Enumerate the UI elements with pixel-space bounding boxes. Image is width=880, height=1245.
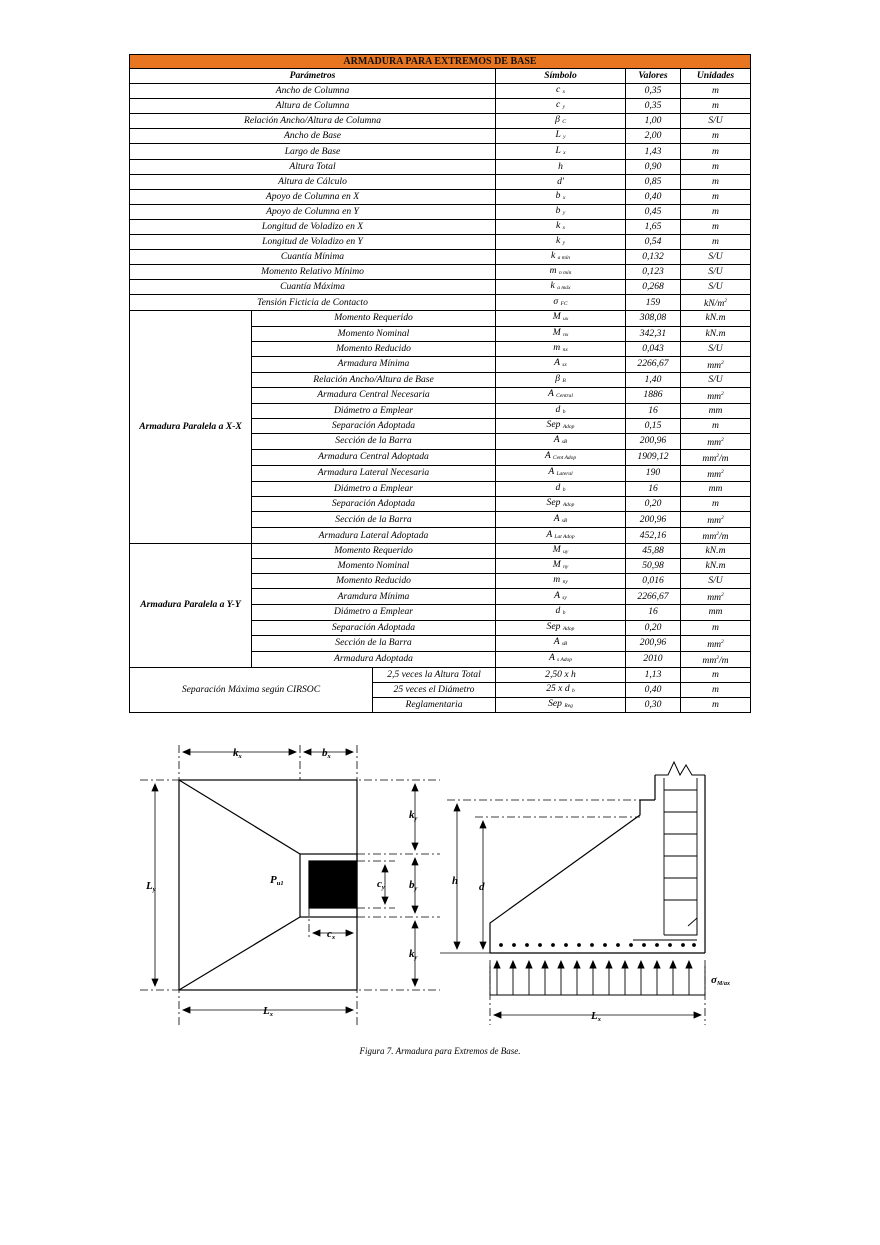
parameter-cell: Altura de Cálculo <box>130 174 496 189</box>
section-view <box>440 762 705 1025</box>
symbol-text: k <box>550 250 556 262</box>
unit-text: mm <box>702 654 717 666</box>
symbol-text: m <box>553 341 561 353</box>
parameter-cell: Diámetro a Emplear <box>252 403 496 418</box>
unit-text: mm <box>707 592 722 604</box>
symbol-text: 2,50 x h <box>545 668 576 680</box>
symbol-subscript: Lateral <box>556 471 573 478</box>
symbol-subscript: nx <box>562 346 568 353</box>
label-ly: Ly <box>146 880 156 893</box>
parameter-cell: Momento Reducido <box>252 574 496 589</box>
symbol-subscript: y <box>563 134 566 141</box>
parameter-cell: Armadura Adoptada <box>252 651 496 667</box>
parameter-cell: Ancho de Columna <box>130 84 496 99</box>
label-sigma: σM/ax <box>711 974 730 987</box>
symbol-subscript: b <box>572 687 575 694</box>
parameter-cell: Momento Reducido <box>252 341 496 356</box>
unit-text: m <box>712 100 719 112</box>
label-cx: cx <box>327 928 336 941</box>
header-parameters: Parámetros <box>130 69 496 84</box>
symbol-text: Sep <box>546 418 561 430</box>
symbol-subscript: s Adop <box>557 657 573 664</box>
symbol-text: k <box>550 280 555 292</box>
symbol-subscript: y <box>562 209 566 216</box>
label-by: by <box>409 879 418 892</box>
value-cell: 1,65 <box>626 219 681 234</box>
figure-caption: Figura 7. Armadura para Extremos de Base. <box>359 1046 521 1056</box>
symbol-subscript: Cent Adop <box>552 455 577 462</box>
value-cell: 2266,67 <box>626 589 681 605</box>
symbol-subscript: uy <box>563 549 569 556</box>
value-cell: 308,08 <box>626 311 681 326</box>
symbol-text: c <box>555 84 561 96</box>
value-cell: 0,85 <box>626 174 681 189</box>
symbol-subscript: sx <box>562 362 567 369</box>
symbol-subscript: y <box>562 240 566 247</box>
parameter-cell: Cuantía Máxima <box>130 280 496 295</box>
symbol-subscript: Lat Adop <box>554 533 575 540</box>
table-title: ARMADURA PARA EXTREMOS DE BASE <box>130 55 751 69</box>
value-cell: 1,40 <box>626 372 681 387</box>
symbol-subscript: Adop <box>562 502 575 509</box>
symbol-text: 25 x d <box>546 682 570 694</box>
parameter-cell: Longitud de Voladizo en Y <box>130 235 496 250</box>
symbol-text: A <box>548 388 554 400</box>
symbol-text: d' <box>557 175 564 187</box>
center-lines <box>140 745 440 1025</box>
group-x-label: Armadura Paralela a X-X <box>130 311 252 544</box>
break-line <box>655 762 705 775</box>
unit-text: kN.m <box>705 545 726 557</box>
unit-text: m <box>712 160 719 172</box>
symbol-text: M <box>552 559 561 571</box>
unit-suffix: /m <box>719 452 729 464</box>
value-cell: 1909,12 <box>626 449 681 465</box>
section-labels <box>452 875 730 1023</box>
unit-suffix: /m <box>719 654 729 666</box>
parameter-cell: 25 veces el Diámetro <box>373 682 496 697</box>
symbol-subscript: Reg <box>564 702 573 709</box>
unit-text: S/U <box>708 575 723 587</box>
slope-line-bottom <box>179 917 300 990</box>
symbol-text: b <box>555 189 561 201</box>
unit-text: m <box>712 220 719 232</box>
unit-text: mm <box>707 515 722 527</box>
unit-superscript: 2 <box>724 298 728 305</box>
symbol-subscript: y <box>562 104 566 111</box>
label-lx: Lx <box>263 1005 273 1018</box>
label-ky-top: ky <box>409 809 418 822</box>
parameter-cell: Momento Nominal <box>252 326 496 341</box>
unit-superscript: 2 <box>721 515 724 522</box>
unit-text: kN.m <box>705 560 726 572</box>
symbol-text: β <box>555 114 560 126</box>
unit-text: S/U <box>708 342 723 354</box>
unit-text: S/U <box>708 115 723 127</box>
unit-superscript: 2 <box>721 638 724 645</box>
parameter-cell: Altura Total <box>130 159 496 174</box>
parameter-cell: Momento Nominal <box>252 559 496 574</box>
unit-text: mm <box>707 638 722 650</box>
parameter-cell: Momento Relativo Mínimo <box>130 265 496 280</box>
symbol-text: A <box>554 357 560 369</box>
symbol-text: Sep <box>546 497 561 509</box>
symbol-subscript: Adop <box>562 423 575 430</box>
unit-text: m <box>712 621 719 633</box>
unit-text: m <box>712 683 719 695</box>
label-kx: kx <box>233 747 242 760</box>
symbol-text: A <box>553 512 560 524</box>
unit-text: mm <box>702 452 717 464</box>
separation-group-label: Separación Máxima según CIRSOC <box>130 667 373 712</box>
unit-text: mm <box>708 483 723 495</box>
value-cell: 50,98 <box>626 559 681 574</box>
symbol-subscript: x <box>562 89 566 96</box>
unit-superscript: 2 <box>716 531 720 538</box>
value-cell: 1,00 <box>626 114 681 129</box>
parameter-cell: Separación Adoptada <box>252 418 496 433</box>
symbol-text: M <box>552 326 561 338</box>
symbol-subscript: sy <box>562 594 567 601</box>
header-symbol: Símbolo <box>496 69 626 84</box>
unit-text: m <box>712 130 719 142</box>
symbol-text: Sep <box>548 697 562 709</box>
label-ky-bottom: ky <box>409 948 418 961</box>
unit-text: m <box>712 145 719 157</box>
unit-text: m <box>712 698 719 710</box>
value-cell: 45,88 <box>626 544 681 559</box>
unit-text: mm <box>707 436 722 448</box>
unit-superscript: 2 <box>721 359 724 366</box>
value-cell: 0,20 <box>626 497 681 512</box>
symbol-subscript: b <box>562 408 566 415</box>
value-cell: 16 <box>626 403 681 418</box>
symbol-text: d <box>555 605 561 617</box>
parameter-cell: Relación Ancho/Altura de Columna <box>130 114 496 129</box>
symbol-subscript: x <box>563 149 566 156</box>
value-cell: 0,40 <box>626 189 681 204</box>
unit-text: S/U <box>708 266 723 278</box>
value-cell: 452,16 <box>626 528 681 544</box>
label-pu1: Pu1 <box>270 874 284 887</box>
symbol-subscript: a mín <box>557 255 571 262</box>
symbol-text: d <box>555 403 561 415</box>
symbol-text: M <box>552 311 561 323</box>
value-cell: 0,043 <box>626 341 681 356</box>
unit-superscript: 2 <box>721 436 724 443</box>
unit-superscript: 2 <box>721 468 724 475</box>
parameter-cell: Ancho de Base <box>130 129 496 144</box>
symbol-text: Sep <box>546 620 561 632</box>
unit-text: mm <box>702 531 717 543</box>
symbol-text: k <box>555 219 561 231</box>
value-cell: 0,90 <box>626 159 681 174</box>
value-cell: 1886 <box>626 387 681 403</box>
header-units: Unidades <box>681 69 751 84</box>
unit-text: S/U <box>708 251 723 263</box>
unit-text: mm <box>707 468 722 480</box>
value-cell: 200,96 <box>626 512 681 528</box>
value-cell: 0,30 <box>626 697 681 712</box>
symbol-text: m <box>553 574 561 586</box>
symbol-subscript: a máx <box>557 285 571 292</box>
parameter-cell: Aramdura Mínima <box>252 589 496 605</box>
symbol-subscript: b <box>562 610 566 617</box>
label-d: d <box>479 881 485 893</box>
header-values: Valores <box>626 69 681 84</box>
symbol-subscript: x <box>562 224 566 231</box>
symbol-text: c <box>555 99 561 111</box>
value-cell: 0,35 <box>626 84 681 99</box>
symbol-subscript: sB <box>561 517 568 524</box>
symbol-subscript: nx <box>563 331 569 338</box>
symbol-subscript: sB <box>561 641 568 648</box>
soil-pressure-arrows <box>490 961 705 995</box>
parameter-cell: Armadura Central Adoptada <box>252 449 496 465</box>
parameter-cell: Armadura Mínima <box>252 356 496 372</box>
unit-text: m <box>712 498 719 510</box>
slope-line-top <box>179 780 300 854</box>
symbol-text: h <box>558 160 563 172</box>
value-cell: 1,43 <box>626 144 681 159</box>
parameter-cell: Armadura Lateral Necesaria <box>252 465 496 481</box>
symbol-subscript: B <box>562 377 566 384</box>
parameter-cell: Momento Requerido <box>252 544 496 559</box>
unit-superscript: 2 <box>716 452 720 459</box>
rebar-dots <box>499 943 696 947</box>
symbol-subscript: n mín <box>558 270 572 277</box>
unit-text: m <box>712 668 719 680</box>
symbol-text: A <box>553 434 560 446</box>
parameter-cell: Separación Adoptada <box>252 620 496 635</box>
value-cell: 16 <box>626 481 681 496</box>
parameter-cell: Armadura Central Necesaria <box>252 387 496 403</box>
symbol-text: b <box>555 204 561 216</box>
parameter-cell: Tensión Ficticia de Contacto <box>130 295 496 311</box>
symbol-subscript: sB <box>561 439 568 446</box>
parameter-cell: Sección de la Barra <box>252 512 496 528</box>
parameter-cell: Diámetro a Emplear <box>252 605 496 620</box>
value-cell: 0,15 <box>626 418 681 433</box>
symbol-subscript: b <box>562 487 566 494</box>
parameter-cell: Reglamentaria <box>373 697 496 712</box>
symbol-subscript: Central <box>556 393 573 400</box>
value-cell: 190 <box>626 465 681 481</box>
label-bx: bx <box>322 747 331 760</box>
symbol-text: A <box>544 450 551 462</box>
unit-text: mm <box>708 606 723 618</box>
value-cell: 200,96 <box>626 635 681 651</box>
value-cell: 2266,67 <box>626 356 681 372</box>
value-cell: 0,016 <box>626 574 681 589</box>
symbol-text: A <box>553 636 560 648</box>
unit-superscript: 2 <box>721 390 724 397</box>
parameter-cell: Altura de Columna <box>130 99 496 114</box>
unit-text: kN/m <box>704 298 725 310</box>
parameter-cell: Largo de Base <box>130 144 496 159</box>
unit-text: mm <box>707 359 722 371</box>
parameter-cell: Cuantía Mínima <box>130 250 496 265</box>
stirrups <box>633 778 697 940</box>
unit-superscript: 2 <box>721 592 724 599</box>
unit-text: m <box>712 175 719 187</box>
value-cell: 0,132 <box>626 250 681 265</box>
unit-text: m <box>712 85 719 97</box>
parameter-cell: Apoyo de Columna en X <box>130 189 496 204</box>
unit-text: kN.m <box>705 327 726 339</box>
parameter-cell: Apoyo de Columna en Y <box>130 204 496 219</box>
symbol-subscript: ny <box>563 564 569 571</box>
symbol-subscript: x <box>562 194 566 201</box>
value-cell: 2010 <box>626 651 681 667</box>
symbol-text: L <box>555 129 561 141</box>
symbol-subscript: ny <box>562 579 568 586</box>
pressure-arrow-set <box>494 961 692 995</box>
label-section-lx: Lx <box>591 1010 601 1023</box>
unit-text: m <box>712 236 719 248</box>
symbol-text: σ <box>553 295 559 307</box>
symbol-text: M <box>552 544 561 556</box>
unit-text: S/U <box>708 373 723 385</box>
parameter-cell: Sección de la Barra <box>252 635 496 651</box>
value-cell: 0,40 <box>626 682 681 697</box>
column-section <box>309 861 356 908</box>
symbol-text: A <box>546 528 553 540</box>
symbol-subscript: Adop <box>562 625 575 632</box>
value-cell: 2,00 <box>626 129 681 144</box>
value-cell: 159 <box>626 295 681 311</box>
value-cell: 1,13 <box>626 667 681 682</box>
parameter-cell: Separación Adoptada <box>252 497 496 512</box>
symbol-text: m <box>549 265 557 277</box>
symbol-text: d <box>555 482 561 494</box>
unit-text: m <box>712 419 719 431</box>
label-h: h <box>452 875 459 887</box>
value-cell: 0,123 <box>626 265 681 280</box>
value-cell: 0,54 <box>626 235 681 250</box>
unit-text: S/U <box>708 281 723 293</box>
value-cell: 0,35 <box>626 99 681 114</box>
value-cell: 342,31 <box>626 326 681 341</box>
parameter-cell: Longitud de Voladizo en X <box>130 219 496 234</box>
unit-suffix: /m <box>719 531 729 543</box>
symbol-text: L <box>555 144 561 156</box>
symbol-subscript: FC <box>560 300 568 307</box>
value-cell: 0,20 <box>626 620 681 635</box>
symbol-text: A <box>554 589 560 601</box>
parameter-cell: 2,5 veces la Altura Total <box>373 667 496 682</box>
group-y-label: Armadura Paralela a Y-Y <box>130 544 252 667</box>
parameter-cell: Momento Requerido <box>252 311 496 326</box>
symbol-text: k <box>555 235 561 247</box>
symbol-subscript: C <box>562 119 566 126</box>
symbol-subscript: ux <box>563 316 569 323</box>
unit-text: m <box>712 190 719 202</box>
parameter-cell: Diámetro a Emplear <box>252 481 496 496</box>
label-cy: cy <box>377 878 385 891</box>
plan-labels <box>145 747 418 1018</box>
value-cell: 0,268 <box>626 280 681 295</box>
parameter-cell: Armadura Lateral Adoptada <box>252 528 496 544</box>
symbol-text: β <box>555 372 560 384</box>
plan-view <box>140 745 440 1025</box>
value-cell: 200,96 <box>626 433 681 449</box>
parameter-cell: Relación Ancho/Altura de Base <box>252 372 496 387</box>
symbol-text: A <box>548 466 555 478</box>
unit-text: kN.m <box>705 312 726 324</box>
parameter-cell: Sección de la Barra <box>252 433 496 449</box>
value-cell: 0,45 <box>626 204 681 219</box>
unit-text: mm <box>708 404 723 416</box>
footing-profile <box>490 800 655 953</box>
symbol-text: A <box>548 652 555 664</box>
unit-superscript: 2 <box>716 654 720 661</box>
unit-text: mm <box>707 390 722 402</box>
value-cell: 16 <box>626 605 681 620</box>
unit-text: m <box>712 205 719 217</box>
